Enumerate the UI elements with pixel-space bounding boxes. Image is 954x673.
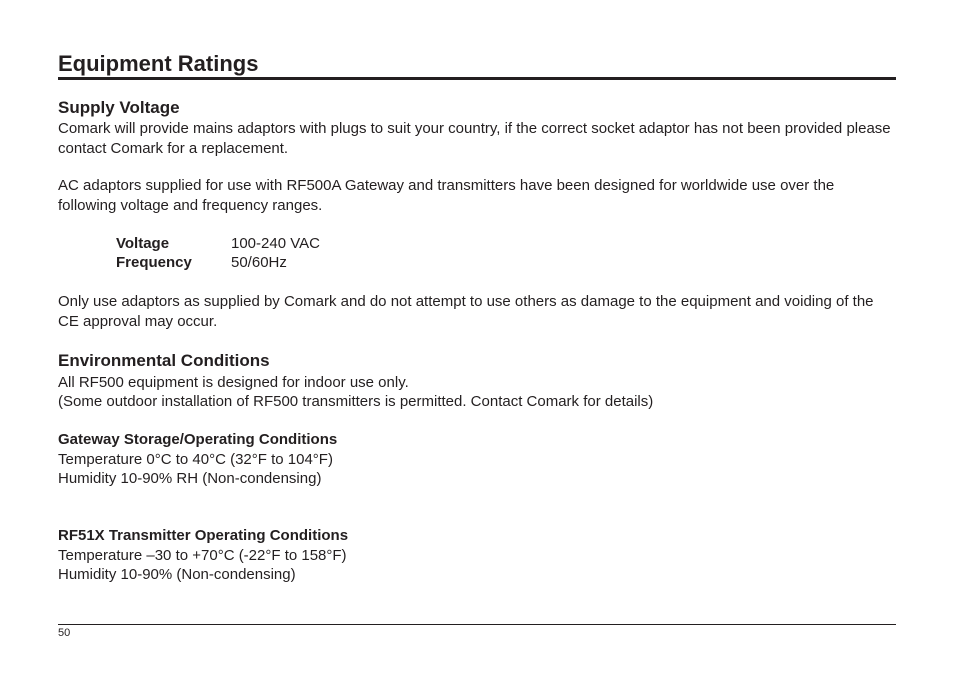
spec-value: 50/60Hz: [231, 254, 287, 271]
supply-voltage-paragraph-2: AC adaptors supplied for use with RF500A Gateway and transmitters have been designed for worldwide use over the following voltage and frequency ranges.: [58, 177, 835, 214]
gateway-temperature: Temperature 0°C to 40°C (32°F to 104°F): [58, 451, 333, 468]
gateway-humidity: Humidity 10-90% RH (Non-condensing): [58, 470, 322, 487]
footer-rule: [58, 624, 896, 625]
title-rule: [58, 77, 896, 80]
transmitter-humidity: Humidity 10-90% (Non-condensing): [58, 566, 296, 583]
environmental-line-1: All RF500 equipment is designed for indoor use only.: [58, 374, 409, 391]
spec-row-voltage: [116, 234, 320, 254]
gateway-conditions-heading: Gateway Storage/Operating Conditions: [58, 431, 338, 448]
supply-voltage-paragraph-3: Only use adaptors as supplied by Comark and do not attempt to use others as damage to the equipment and voiding of the CE approval may occur.: [58, 293, 874, 330]
supply-voltage-heading: Supply Voltage: [58, 98, 180, 117]
page-title: Equipment Ratings: [58, 51, 259, 76]
spec-row-frequency: [116, 253, 287, 273]
spec-label: Voltage: [116, 235, 170, 252]
transmitter-temperature: Temperature –30 to +70°C (-22°F to 158°F): [58, 547, 347, 564]
environmental-line-2: (Some outdoor installation of RF500 transmitters is permitted. Contact Comark for details): [58, 393, 654, 410]
page-number: 50: [58, 627, 71, 639]
transmitter-conditions-heading: RF51X Transmitter Operating Conditions: [58, 527, 349, 544]
environmental-heading: Environmental Conditions: [58, 351, 270, 370]
supply-voltage-paragraph-1: Comark will provide mains adaptors with plugs to suit your country, if the correct socket adaptor has not been provided please contact Comark for a replacement.: [58, 120, 891, 157]
spec-label: Frequency: [116, 254, 192, 271]
spec-value: 100-240 VAC: [231, 235, 320, 252]
